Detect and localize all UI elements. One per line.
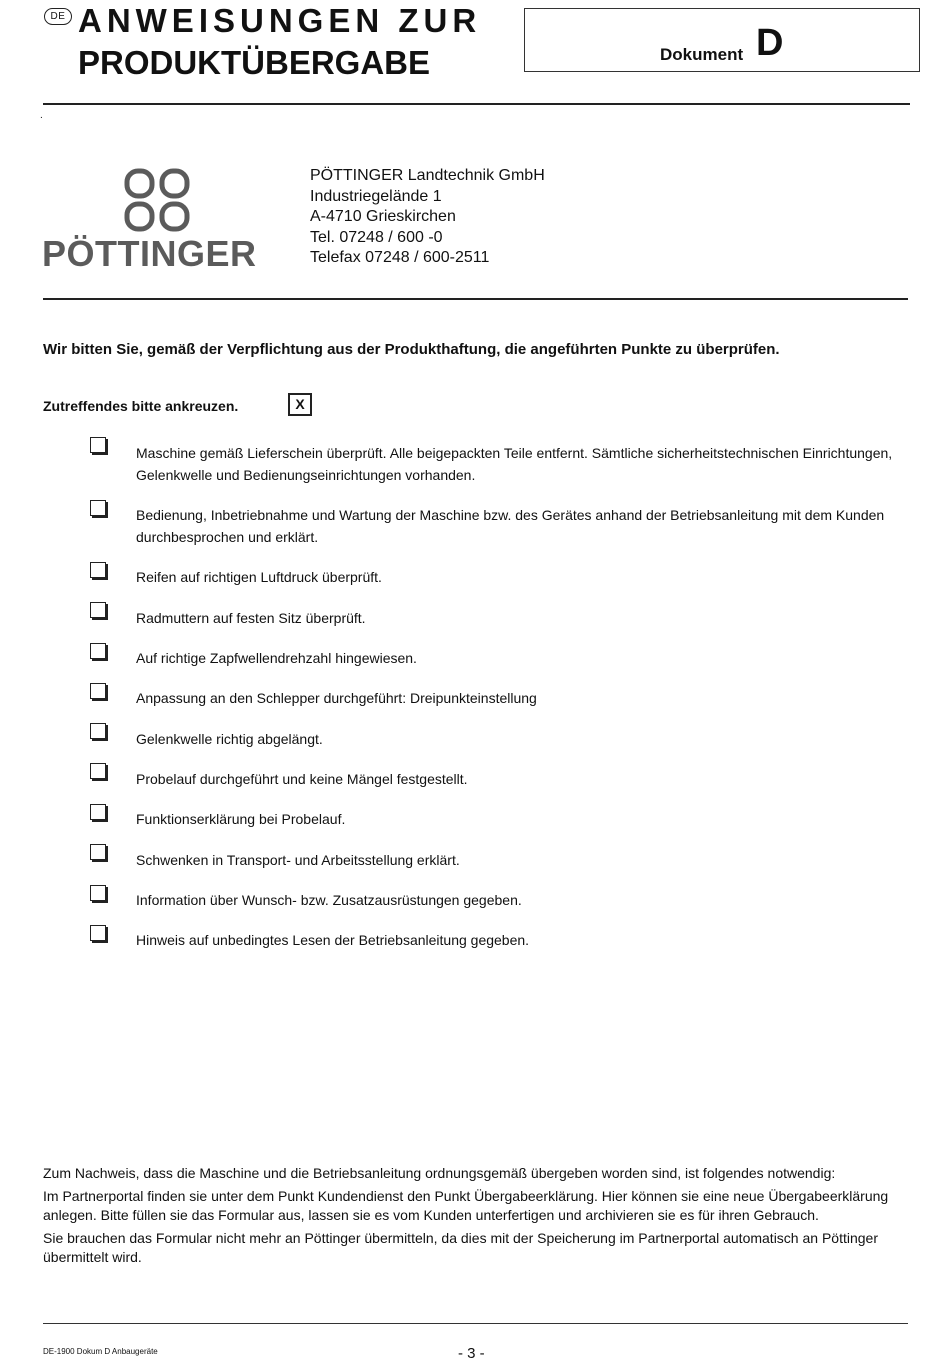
checkbox[interactable] <box>90 763 106 779</box>
checkbox[interactable] <box>90 500 106 516</box>
address-line: A-4710 Grieskirchen <box>310 208 456 225</box>
header-divider <box>43 103 910 105</box>
company-address <box>310 166 545 269</box>
document-code: DE-1900 Dokum D Anbaugeräte <box>43 1347 158 1356</box>
footer-paragraph: Im Partnerportal finden sie unter dem Punkt Kundendienst den Punkt Übergabeerklärung. Hier können sie eine neue Übergabeerklärung anlegen. Bitte füllen sie das Formular aus, lassen sie es vom Kunden unterfertigen und archivieren sie es für ihren Gebrauch. <box>43 1188 889 1223</box>
checklist-item: Funktionserklärung bei Probelauf. <box>136 811 346 827</box>
checklist-item: Reifen auf richtigen Luftdruck überprüft. <box>136 569 382 585</box>
checkbox[interactable] <box>90 844 106 860</box>
checkbox[interactable] <box>90 804 106 820</box>
company-divider <box>43 298 908 300</box>
footer-divider <box>43 1323 908 1324</box>
checkbox[interactable] <box>90 683 106 699</box>
footer-paragraph: Sie brauchen das Formular nicht mehr an Pöttinger übermitteln, da dies mit der Speicherung im Partnerportal automatisch an Pöttinger übermittelt wird. <box>43 1230 878 1265</box>
checklist-item: Information über Wunsch- bzw. Zusatzausrüstungen gegeben. <box>136 892 522 908</box>
checkbox[interactable] <box>90 602 106 618</box>
checkbox[interactable] <box>90 562 106 578</box>
checkbox[interactable] <box>90 643 106 659</box>
stray-dot: . <box>40 110 43 121</box>
checklist-item: Radmuttern auf festen Sitz überprüft. <box>136 610 366 626</box>
page-title-line1: ANWEISUNGEN ZUR <box>78 2 482 39</box>
poettinger-logo-text: PÖTTINGER <box>42 233 257 274</box>
checklist-item: Probelauf durchgeführt und keine Mängel festgestellt. <box>136 771 468 787</box>
document-letter: D <box>756 22 784 64</box>
checkbox[interactable] <box>90 437 106 453</box>
tick-hint: Zutreffendes bitte ankreuzen. <box>43 398 239 414</box>
checklist-item: Gelenkwelle richtig abgelängt. <box>136 731 323 747</box>
checklist-item: Hinweis auf unbedingtes Lesen der Betriebsanleitung gegeben. <box>136 932 530 948</box>
checklist-item: Schwenken in Transport- und Arbeitsstellung erklärt. <box>136 852 460 868</box>
address-line: PÖTTINGER Landtechnik GmbH <box>310 167 545 184</box>
address-line: Telefax 07248 / 600-2511 <box>310 249 490 266</box>
address-line: Industriegelände 1 <box>310 187 442 205</box>
checklist-item: Bedienung, Inbetriebnahme und Wartung der Maschine bzw. des Gerätes anhand der Betriebsanleitung mit dem Kunden durchbesprochen und erklärt. <box>136 507 885 545</box>
checklist-item: Maschine gemäß Lieferschein überprüft. Alle beigepackten Teile entfernt. Sämtliche sicherheitstechnischen Einrichtungen, Gelenkwelle und Bedienungseinrichtungen vorhanden. <box>136 445 893 483</box>
checkbox[interactable] <box>90 885 106 901</box>
language-badge: DE <box>44 8 72 25</box>
page-number: - 3 - <box>458 1345 485 1362</box>
poettinger-logo-icon <box>124 168 190 232</box>
address-line: Tel. 07248 / 600 -0 <box>310 228 443 246</box>
footer-paragraph: Zum Nachweis, dass die Maschine und die Betriebsanleitung ordnungsgemäß übergeben worden sind, ist folgendes notwendig: <box>43 1165 836 1181</box>
checkbox[interactable] <box>90 723 106 739</box>
example-checked-box: X <box>288 393 312 416</box>
checklist-item: Auf richtige Zapfwellendrehzahl hingewiesen. <box>136 650 417 666</box>
checklist-item: Anpassung an den Schlepper durchgeführt: Dreipunkteinstellung <box>136 690 537 706</box>
checkbox[interactable] <box>90 925 106 941</box>
document-label: Dokument <box>660 45 744 64</box>
intro-text: Wir bitten Sie, gemäß der Verpflichtung aus der Produkthaftung, die angeführten Punkte zu überprüfen. <box>43 341 780 358</box>
page-title-line2: PRODUKTÜBERGABE <box>78 44 431 81</box>
